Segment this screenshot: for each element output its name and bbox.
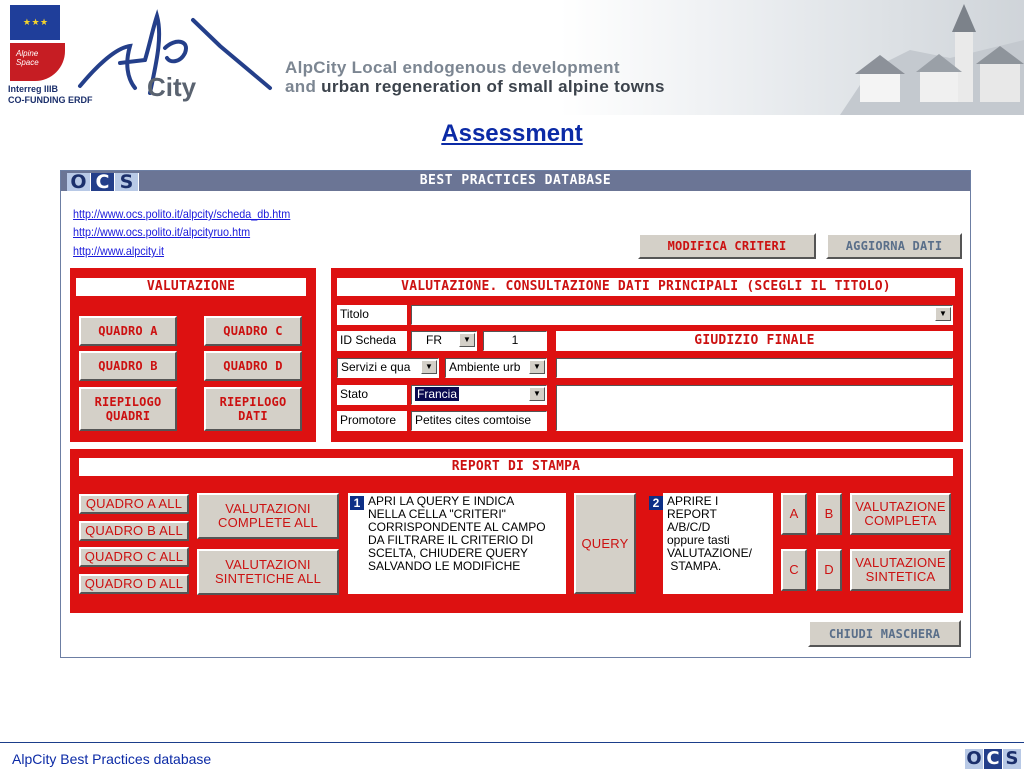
riepilogo-dati-line1: RIEPILOGO bbox=[219, 395, 287, 409]
step2-line: REPORT bbox=[667, 507, 717, 521]
step1-line: NELLA CELLA "CRITERI" bbox=[368, 507, 506, 521]
step2-line: oppure tasti bbox=[667, 533, 730, 547]
banner-line1: AlpCity Local endogenous development bbox=[285, 58, 620, 77]
valutazione-sintetica-line1: VALUTAZIONE bbox=[855, 555, 946, 570]
query-instructions bbox=[348, 493, 566, 594]
footer-text: AlpCity Best Practices database bbox=[12, 751, 212, 767]
query-button[interactable]: QUERY bbox=[574, 493, 636, 594]
step2-number: 2 bbox=[649, 496, 663, 510]
id-country-dropdown[interactable] bbox=[411, 331, 477, 351]
titolo-label: Titolo bbox=[337, 305, 407, 325]
ocs-letter-o: O bbox=[965, 749, 984, 769]
step2-line: STAMPA. bbox=[667, 559, 722, 573]
giudizio-finale-header: GIUDIZIO FINALE bbox=[556, 331, 953, 351]
quadro-c-button[interactable]: QUADRO C bbox=[204, 316, 302, 346]
valutazione-sintetica-line2: SINTETICA bbox=[865, 569, 936, 584]
step1-line: SALVANDO LE MODIFICHE bbox=[368, 559, 521, 573]
ambiente-dropdown[interactable] bbox=[445, 358, 547, 378]
step1-line: APRI LA QUERY E INDICA bbox=[368, 494, 515, 508]
valutazioni-complete-all-line1: VALUTAZIONI bbox=[225, 501, 311, 516]
report-panel bbox=[70, 449, 963, 613]
window-titlebar bbox=[61, 171, 970, 191]
ocs-letter-s: S bbox=[1003, 749, 1022, 769]
valutazioni-sintetiche-all-line1: VALUTAZIONI bbox=[225, 557, 311, 572]
ocs-letter-c: C bbox=[984, 749, 1003, 769]
report-c-button[interactable]: C bbox=[781, 549, 807, 591]
footer-ocs-logo bbox=[965, 749, 1022, 769]
interreg-line2: CO-FUNDING ERDF bbox=[8, 95, 93, 105]
stato-label: Stato bbox=[337, 385, 407, 405]
banner-line2 bbox=[285, 77, 665, 97]
ocs-letter-c: C bbox=[91, 173, 115, 191]
step1-line: SCELTA, CHIUDERE QUERY bbox=[368, 546, 529, 560]
quadro-d-button[interactable]: QUADRO D bbox=[204, 351, 302, 381]
quadro-a-button[interactable]: QUADRO A bbox=[79, 316, 177, 346]
banner-line2-bold: urban regeneration of small alpine towns bbox=[321, 77, 665, 96]
giudizio-finale-field[interactable] bbox=[556, 358, 953, 378]
valutazione-panel bbox=[70, 268, 316, 442]
report-header: REPORT DI STAMPA bbox=[79, 458, 953, 476]
report-b-button[interactable]: B bbox=[816, 493, 842, 535]
id-number-field[interactable]: 1 bbox=[483, 331, 547, 351]
report-a-button[interactable]: A bbox=[781, 493, 807, 535]
riepilogo-quadri-line2: QUADRI bbox=[105, 409, 151, 423]
report-d-button[interactable]: D bbox=[816, 549, 842, 591]
aggiorna-dati-button[interactable]: AGGIORNA DATI bbox=[826, 233, 962, 259]
servizi-dropdown[interactable] bbox=[337, 358, 439, 378]
valutazioni-complete-all-button[interactable] bbox=[197, 493, 339, 539]
riepilogo-dati-line2: DATI bbox=[238, 409, 268, 423]
link-alpcityruo[interactable]: http://www.ocs.polito.it/alpcityruo.htm bbox=[73, 225, 251, 239]
promotore-label: Promotore bbox=[337, 411, 407, 431]
consultazione-panel bbox=[331, 268, 963, 442]
quadro-a-all-button[interactable]: QUADRO A ALL bbox=[79, 494, 189, 514]
chevron-down-icon[interactable]: ▼ bbox=[529, 360, 545, 374]
banner-line2-prefix: and bbox=[285, 77, 322, 96]
valutazione-completa-button[interactable] bbox=[850, 493, 951, 535]
report-instructions bbox=[663, 493, 773, 594]
valutazione-sintetica-button[interactable] bbox=[850, 549, 951, 591]
titolo-dropdown[interactable] bbox=[411, 305, 953, 325]
access-form-window bbox=[60, 170, 971, 658]
alpcity-logo-text: City bbox=[147, 72, 197, 102]
link-scheda-db[interactable]: http://www.ocs.polito.it/alpcity/scheda_db.htm bbox=[73, 207, 291, 221]
riepilogo-quadri-button[interactable] bbox=[79, 387, 177, 431]
modifica-criteri-button[interactable]: MODIFICA CRITERI bbox=[638, 233, 816, 259]
window-title: BEST PRACTICES DATABASE bbox=[419, 173, 612, 188]
riepilogo-quadri-line1: RIEPILOGO bbox=[94, 395, 162, 409]
step1-line: CORRISPONDENTE AL CAMPO bbox=[368, 520, 546, 534]
step1-number: 1 bbox=[350, 496, 364, 510]
consultazione-header: VALUTAZIONE. CONSULTAZIONE DATI PRINCIPALI (SCEGLI IL TITOLO) bbox=[337, 278, 955, 296]
id-scheda-label: ID Scheda bbox=[337, 331, 407, 351]
riepilogo-dati-button[interactable] bbox=[204, 387, 302, 431]
valutazioni-complete-all-line2: COMPLETE ALL bbox=[218, 515, 318, 530]
valutazione-completa-line2: COMPLETA bbox=[864, 513, 937, 528]
valutazioni-sintetiche-all-button[interactable] bbox=[197, 549, 339, 595]
alpine-village-image bbox=[840, 0, 1024, 115]
promotore-field[interactable]: Petites cites comtoise bbox=[411, 411, 547, 431]
ocs-letter-o: O bbox=[67, 173, 91, 191]
step2-line: A/B/C/D bbox=[667, 520, 711, 534]
link-alpcity[interactable]: http://www.alpcity.it bbox=[73, 244, 165, 258]
eu-flag-icon: ★ ★ ★ bbox=[10, 5, 60, 40]
step1-line: DA FILTRARE IL CRITERIO DI bbox=[368, 533, 534, 547]
page-title: Assessment bbox=[441, 120, 583, 147]
stato-value: Francia bbox=[417, 387, 458, 401]
chevron-down-icon[interactable]: ▼ bbox=[421, 360, 437, 374]
valutazione-header: VALUTAZIONE bbox=[76, 278, 306, 296]
step2-line: VALUTAZIONE/ bbox=[667, 546, 752, 560]
quadro-c-all-button[interactable]: QUADRO C ALL bbox=[79, 547, 189, 567]
servizi-value: Servizi e qua bbox=[341, 360, 411, 374]
alpine-space-logo-text: Alpine Space bbox=[16, 49, 39, 67]
chevron-down-icon[interactable]: ▼ bbox=[935, 307, 951, 321]
ambiente-value: Ambiente urb bbox=[449, 360, 521, 374]
chiudi-maschera-button[interactable]: CHIUDI MASCHERA bbox=[808, 620, 961, 647]
id-country-value: FR bbox=[426, 333, 442, 347]
chevron-down-icon[interactable]: ▼ bbox=[459, 333, 475, 347]
alpcity-logo bbox=[75, 8, 275, 108]
stato-dropdown[interactable] bbox=[411, 385, 547, 405]
chevron-down-icon[interactable]: ▼ bbox=[529, 387, 545, 401]
ocs-letter-s: S bbox=[115, 173, 139, 191]
interreg-line1: Interreg IIIB bbox=[8, 84, 59, 94]
quadro-b-all-button[interactable]: QUADRO B ALL bbox=[79, 521, 189, 541]
valutazione-completa-line1: VALUTAZIONE bbox=[855, 499, 946, 514]
giudizio-finale-notes[interactable] bbox=[556, 385, 953, 431]
step2-line: APRIRE I bbox=[667, 494, 719, 508]
valutazioni-sintetiche-all-line2: SINTETICHE ALL bbox=[214, 571, 322, 586]
quadro-d-all-button[interactable]: QUADRO D ALL bbox=[79, 574, 189, 594]
quadro-b-button[interactable]: QUADRO B bbox=[79, 351, 177, 381]
footer bbox=[0, 742, 1024, 768]
